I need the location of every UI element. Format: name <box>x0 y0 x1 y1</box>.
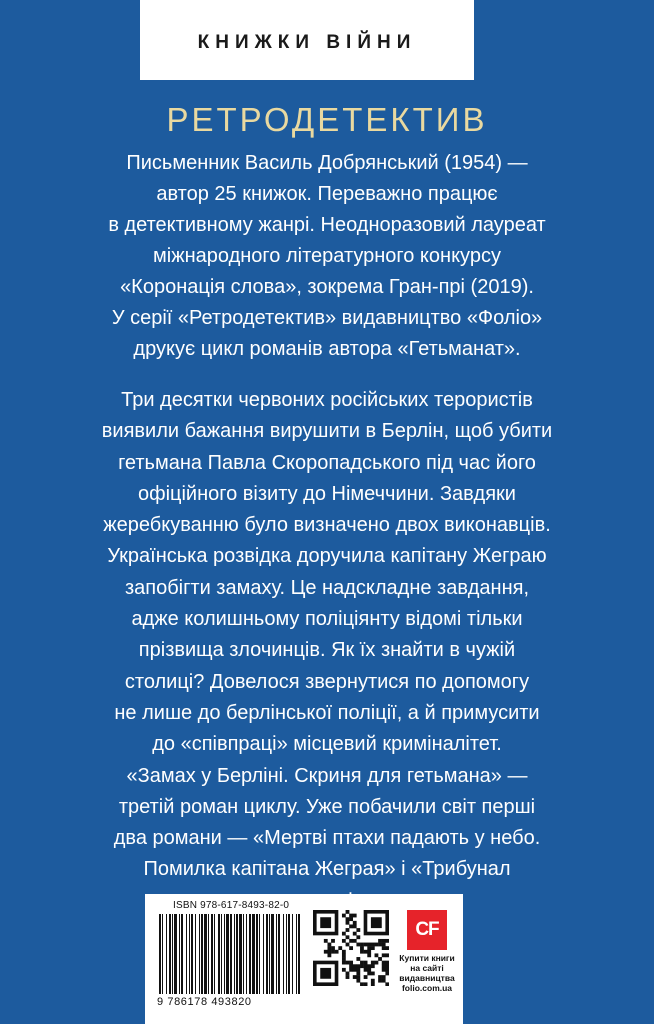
qr-module <box>367 953 371 957</box>
qr-module <box>371 964 375 968</box>
annotation-line: третій роман циклу. Уже побачили світ перші <box>118 795 536 818</box>
qr-module <box>378 939 382 943</box>
author-bio-line: Письменник Василь Добрянський (1954) — <box>126 152 528 174</box>
barcode-bar <box>186 914 187 994</box>
barcode-bar <box>286 914 287 994</box>
series-banner <box>140 0 474 80</box>
qr-module <box>375 953 379 957</box>
barcode-bar <box>201 914 203 994</box>
qr-module <box>385 972 389 976</box>
qr-module <box>382 979 386 983</box>
qr-module <box>385 946 389 950</box>
barcode-bar <box>271 914 274 994</box>
annotation-line: не лише до берлінської поліції, а й примусити <box>114 701 540 724</box>
qr-module <box>353 921 357 925</box>
qr-module <box>367 972 371 976</box>
barcode-bar <box>278 914 280 994</box>
qr-module <box>342 968 346 972</box>
qr-module <box>378 957 382 961</box>
annotation-line: Помилка капітана Жеграя» і «Трибунал <box>143 858 511 881</box>
qr-module <box>346 943 350 947</box>
qr-module <box>338 946 342 950</box>
barcode-bar <box>179 914 180 994</box>
qr-module <box>342 953 346 957</box>
qr-module <box>360 964 364 968</box>
qr-module <box>349 924 353 928</box>
qr-module <box>353 932 357 936</box>
barcode-bar <box>174 914 177 994</box>
author-bio-line: «Коронація слова», зокрема Гран-прі (2019). <box>120 276 534 298</box>
qr-module <box>364 982 368 986</box>
qr-module <box>364 968 368 972</box>
annotation-line: гетьмана Павла Скоропадського під час його <box>118 451 536 474</box>
qr-module <box>349 964 353 968</box>
annotation-line: офіційного візиту до Німеччини. Завдяки <box>138 482 516 505</box>
publisher-logo-icon: CF <box>407 910 447 950</box>
barcode-bar <box>246 914 247 994</box>
qr-module <box>385 982 389 986</box>
qr-module <box>327 953 331 957</box>
qr-code-icon <box>313 910 389 986</box>
buy-books-note <box>397 953 457 993</box>
isbn-label: ISBN 978-617-8493-82-0 <box>173 900 290 911</box>
ean-digits: 9 786178 493820 <box>157 996 252 1008</box>
qr-module <box>356 979 360 983</box>
qr-module <box>331 950 335 954</box>
barcode-bar <box>249 914 251 994</box>
annotation-line: «Замах у Берліні. Скриня для гетьмана» — <box>126 764 528 787</box>
subseries-title: РЕТРОДЕТЕКТИВ <box>166 101 488 138</box>
buy-books-line: на сайті <box>410 963 444 973</box>
qr-finder-module <box>371 917 382 928</box>
annotation-line: адже колишньому поліціянту відомі тільки <box>131 608 523 631</box>
annotation-line: прізвища злочинців. Як їх знайти в чужій <box>138 639 516 662</box>
qr-module <box>360 946 364 950</box>
barcode-bar <box>221 914 222 994</box>
barcode-bar <box>259 914 260 994</box>
qr-module <box>371 946 375 950</box>
qr-module <box>346 928 350 932</box>
qr-module <box>385 961 389 965</box>
barcode-bar <box>181 914 183 994</box>
qr-module <box>378 979 382 983</box>
qr-module <box>356 928 360 932</box>
qr-module <box>349 968 353 972</box>
qr-module <box>342 957 346 961</box>
qr-module <box>375 943 379 947</box>
qr-module <box>335 950 339 954</box>
qr-module <box>382 939 386 943</box>
barcode-bar <box>204 914 207 994</box>
qr-module <box>356 935 360 939</box>
qr-module <box>342 932 346 936</box>
qr-module <box>346 917 350 921</box>
barcode-bar <box>269 914 270 994</box>
author-bio-line: в детективному жанрі. Неодноразовий лауреат <box>108 214 546 236</box>
qr-module <box>346 975 350 979</box>
barcode-bar <box>166 914 167 994</box>
qr-module <box>327 946 331 950</box>
barcode-bar <box>191 914 193 994</box>
qr-module <box>353 924 357 928</box>
barcode-bar <box>234 914 235 994</box>
qr-module <box>331 939 335 943</box>
qr-module <box>331 946 335 950</box>
qr-module <box>382 953 386 957</box>
qr-finder-module <box>320 917 331 928</box>
qr-module <box>356 943 360 947</box>
qr-module <box>367 950 371 954</box>
qr-module <box>360 982 364 986</box>
author-bio-line: У серії «Ретродетектив» видавництво «Фоліо» <box>111 307 543 329</box>
qr-module <box>367 943 371 947</box>
annotation-line: столиці? Довелося звернутися по допомогу <box>124 670 530 693</box>
qr-module <box>356 957 360 961</box>
qr-module <box>342 961 346 965</box>
qr-module <box>364 964 368 968</box>
qr-module <box>349 946 353 950</box>
barcode-bar <box>199 914 200 994</box>
qr-module <box>356 964 360 968</box>
barcode-bar <box>214 914 215 994</box>
qr-module <box>353 968 357 972</box>
qr-module <box>375 961 379 965</box>
qr-module <box>356 972 360 976</box>
barcode-bar <box>208 914 209 994</box>
qr-module <box>353 939 357 943</box>
barcode-bar <box>211 914 213 994</box>
barcode-bar <box>169 914 171 994</box>
qr-module <box>371 943 375 947</box>
barcode-bar <box>195 914 196 994</box>
qr-module <box>360 943 364 947</box>
qr-module <box>364 961 368 965</box>
qr-module <box>349 914 353 918</box>
buy-books-line: Купити книги <box>399 953 455 963</box>
qr-module <box>367 946 371 950</box>
qr-module <box>360 950 364 954</box>
qr-module <box>342 939 346 943</box>
qr-module <box>349 917 353 921</box>
buy-books-line: видавництва <box>399 973 455 983</box>
qr-module <box>385 939 389 943</box>
qr-module <box>378 943 382 947</box>
qr-module <box>382 964 386 968</box>
qr-module <box>324 939 328 943</box>
annotation-line: два романи — «Мертві птахи падають у небо. <box>113 827 541 850</box>
qr-module <box>382 946 386 950</box>
qr-module <box>346 961 350 965</box>
qr-module <box>371 982 375 986</box>
annotation-line: запобігти замаху. Це надскладне завдання, <box>124 576 530 599</box>
qr-module <box>327 943 331 947</box>
qr-module <box>353 914 357 918</box>
barcode-bar <box>298 914 300 994</box>
qr-module <box>349 961 353 965</box>
barcode-bar <box>296 914 297 994</box>
barcode-bar <box>239 914 242 994</box>
author-bio-line: міжнародного літературного конкурсу <box>153 245 501 267</box>
barcode-bar <box>226 914 229 994</box>
qr-module <box>342 950 346 954</box>
barcode-icon <box>157 914 303 996</box>
qr-module <box>385 953 389 957</box>
author-bio-line: друкує цикл романів автора «Гетьманат». <box>133 338 521 360</box>
barcode-bar <box>288 914 290 994</box>
qr-module <box>364 943 368 947</box>
qr-module <box>382 961 386 965</box>
qr-module <box>371 979 375 983</box>
qr-module <box>382 943 386 947</box>
barcode-bar <box>256 914 258 994</box>
barcode-bar <box>266 914 268 994</box>
qr-module <box>353 975 357 979</box>
book-annotation <box>30 385 624 917</box>
barcode-bar <box>189 914 190 994</box>
qr-module <box>324 950 328 954</box>
qr-module <box>342 914 346 918</box>
annotation-line: виявили бажання вирушити в Берлін, щоб убити <box>101 420 553 443</box>
annotation-line: до «співпраці» місцевий криміналітет. <box>152 733 502 756</box>
qr-module <box>364 975 368 979</box>
barcode-bar <box>252 914 255 994</box>
barcode-bar <box>224 914 225 994</box>
barcode-bar <box>263 914 264 994</box>
barcode-bar <box>236 914 238 994</box>
qr-module <box>356 975 360 979</box>
author-bio <box>30 148 624 365</box>
qr-module <box>385 964 389 968</box>
annotation-line: жеребкуванню було визначено двох виконавців. <box>103 514 551 537</box>
barcode-bar <box>292 914 293 994</box>
barcode-bar <box>162 914 163 994</box>
barcode-bar <box>243 914 244 994</box>
qr-module <box>367 964 371 968</box>
qr-module <box>360 961 364 965</box>
barcode-bar <box>283 914 284 994</box>
qr-finder-module <box>320 968 331 979</box>
qr-module <box>378 975 382 979</box>
qr-module <box>353 964 357 968</box>
publisher-block <box>397 910 457 993</box>
barcode-bar <box>230 914 232 994</box>
qr-module <box>385 968 389 972</box>
barcode-bar <box>159 914 161 994</box>
qr-module <box>371 961 375 965</box>
qr-module <box>367 968 371 972</box>
qr-module <box>346 910 350 914</box>
qr-module <box>346 972 350 976</box>
qr-module <box>364 950 368 954</box>
publisher-website-link[interactable]: folio.com.ua <box>401 983 453 993</box>
annotation-line: Три десятки червоних російських терористів <box>121 389 533 411</box>
barcode-panel <box>145 894 463 1024</box>
qr-module <box>371 972 375 976</box>
qr-module <box>346 921 350 925</box>
barcode-bar <box>218 914 220 994</box>
qr-module <box>327 950 331 954</box>
qr-module <box>382 975 386 979</box>
barcode-bar <box>276 914 277 994</box>
barcode-bar <box>172 914 173 994</box>
annotation-line: Українська розвідка доручила капітану Жеграю <box>107 545 547 568</box>
qr-module <box>356 968 360 972</box>
qr-module <box>382 968 386 972</box>
series-title: КНИЖКИ ВІЙНИ <box>197 32 417 53</box>
author-bio-line: автор 25 книжок. Переважно працює <box>156 183 498 205</box>
qr-module <box>349 939 353 943</box>
qr-module <box>346 935 350 939</box>
